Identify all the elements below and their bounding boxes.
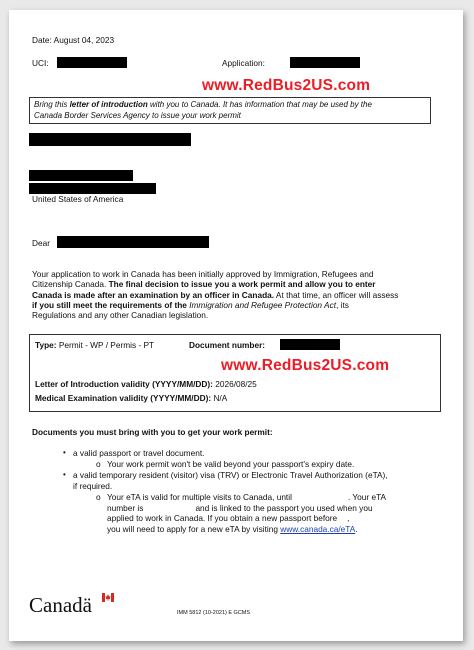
letter-page [9, 10, 463, 641]
watermark-top: www.RedBus2US.com [202, 77, 371, 94]
approval-paragraph: Your application to work in Canada has been initially approved by Immigration, Refugees and Citizenship Canada. The final decision to issue you a work permit and allow you to enter Canada is made after an examination by an officer in Canada. At that time, an officer will assess if you still meet the requirements of the Immigration and Refugee Protection Act, its Regulations and any other Canadian legislation. [32, 269, 399, 321]
redacted-address-line-1 [29, 170, 133, 181]
watermark-middle: www.RedBus2US.com [221, 357, 390, 374]
canada-eta-link[interactable]: www.canada.ca/eTA [280, 523, 356, 534]
redacted-document-number [280, 339, 340, 350]
doc-item-passport: a valid passport or travel document. [73, 448, 205, 458]
intro-notice-box [29, 97, 431, 124]
sub-bullet-o: o [96, 492, 101, 502]
application-label: Application: [222, 58, 265, 68]
redacted-application-number [290, 57, 360, 68]
bullet-dot: • [63, 448, 66, 457]
documents-heading: Documents you must bring with you to get your work permit: [32, 427, 273, 437]
letter-date: Date: August 04, 2023 [32, 35, 115, 45]
canada-wordmark: Canadä [29, 593, 92, 617]
redacted-uci [57, 57, 127, 68]
redacted-name [29, 133, 191, 146]
uci-label: UCI: [32, 58, 49, 68]
doc-item-visa: a valid temporary resident (visitor) visa (TRV) or Electronic Travel Authorization (eTA), if required. [73, 470, 388, 491]
salutation: Dear [32, 238, 50, 248]
redacted-address-line-2 [29, 183, 156, 194]
intro-notice-text: Bring this letter of introduction with you to Canada. It has information that may be used by the Canada Border Services Agency to issue your work permit [34, 100, 372, 120]
bullet-dot: • [63, 470, 66, 479]
document-number-label: Document number: [189, 340, 266, 350]
doc-subitem-eta: Your eTA is valid for multiple visits to Canada, until . Your eTA number is and is linked to the passport you used when you applied to work in Canada. If you obtain a new passport before , you will need to apply for a new eTA by visiting www.canada.ca/eTA. [107, 492, 387, 534]
validity-line: Letter of Introduction validity (YYYY/MM/DD): 2026/08/25 [35, 379, 257, 389]
canada-flag-icon [102, 593, 114, 602]
doc-subitem-passport: Your work permit won't be valid beyond your passport's expiry date. [107, 459, 355, 469]
redacted-recipient-name [57, 236, 209, 248]
form-code: IMM 5812 (10-2021) E GCMS [177, 610, 251, 616]
address-country: United States of America [32, 194, 124, 204]
sub-bullet-o: o [96, 459, 101, 469]
medical-line: Medical Examination validity (YYYY/MM/DD): N/A [35, 393, 228, 403]
permit-type: Type: Permit - WP / Permis - PT [35, 340, 155, 350]
